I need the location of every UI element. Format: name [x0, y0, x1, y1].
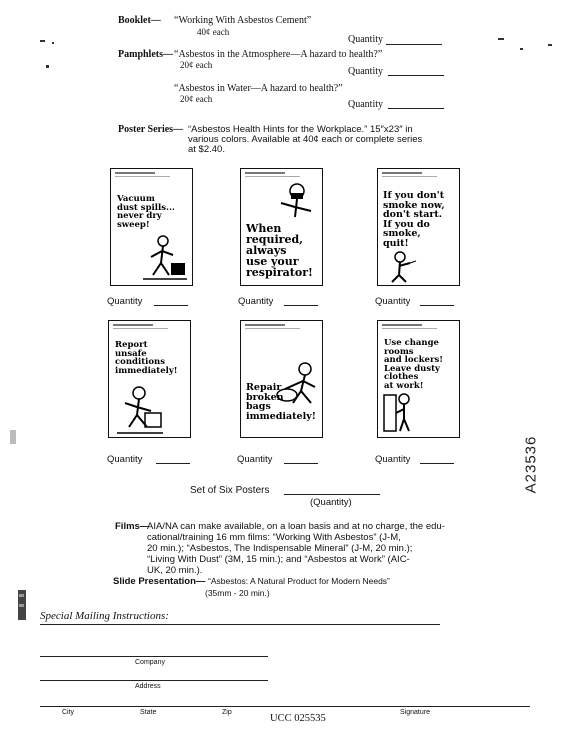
pamphlet-2-price: 20¢ each: [180, 94, 213, 104]
state-label: State: [140, 709, 157, 716]
films-label: Films—: [115, 521, 150, 532]
margin-mark: [16, 588, 30, 624]
worker-locker-illustration: [382, 391, 412, 435]
poster-repair-bags: [240, 320, 323, 438]
poster-2-text: When required, always use your respirator!: [246, 222, 313, 279]
poster-respirator: [240, 168, 323, 286]
films-line-1: AIA/NA can make available, on a loan basis and at no charge, the edu-: [147, 521, 445, 532]
worker-respirator-illustration: [273, 181, 319, 223]
poster-4-quantity-label: Quantity: [107, 454, 143, 465]
mailing-instructions-line[interactable]: [40, 624, 440, 625]
slide-detail: (35mm - 20 min.): [205, 588, 270, 598]
poster-4-text: Report unsafe conditions immediately!: [115, 340, 178, 376]
poster-series-line-1: “Asbestos Health Hints for the Workplace.” 15″x23″ in: [188, 124, 413, 135]
archive-stamp: A23536: [522, 435, 540, 494]
poster-series-label: Poster Series—: [118, 124, 184, 135]
booklet-quantity-label: Quantity: [348, 34, 383, 45]
pamphlet-1-quantity-line[interactable]: [388, 75, 444, 76]
poster-report-unsafe: [108, 320, 191, 438]
poster-vacuum-dust: [110, 168, 193, 286]
pamphlet-1-price: 20¢ each: [180, 60, 213, 70]
poster-series-line-2: various colors. Available at 40¢ each or complete series: [188, 134, 423, 145]
poster-1-text: Vacuum dust spills... never dry sweep!: [117, 194, 175, 230]
booklet-price: 40¢ each: [197, 27, 230, 37]
poster-series-line-3: at $2.40.: [188, 144, 225, 155]
pamphlet-2-quantity-label: Quantity: [348, 99, 383, 110]
scan-speck: [46, 65, 49, 68]
scan-speck: [520, 48, 523, 50]
scan-speck: [548, 44, 552, 46]
films-line-5: UK, 20 min.).: [147, 565, 203, 576]
slide-label: Slide Presentation—: [113, 576, 206, 587]
poster-3-text: If you don't smoke now, don't start. If you do smoke, quit!: [383, 190, 445, 249]
poster-change-rooms: [377, 320, 460, 438]
poster-2-quantity-label: Quantity: [238, 296, 274, 307]
films-line-4: “Living With Dust” (3M, 15 min.); and “Asbestos at Work” (AIC-: [147, 554, 410, 565]
poster-3-quantity-line[interactable]: [420, 305, 454, 306]
set-of-six-quantity-label: (Quantity): [310, 497, 352, 508]
document-id: UCC 025535: [270, 713, 326, 724]
worker-at-desk-illustration: [115, 385, 165, 435]
films-line-2: cational/training 16 mm films: “Working With Asbestos” (J-M,: [147, 532, 401, 543]
pamphlet-2-title: “Asbestos in Water—A hazard to health?”: [174, 83, 343, 94]
signature-label: Signature: [400, 709, 430, 716]
company-label: Company: [135, 659, 165, 666]
worker-vacuum-illustration: [141, 235, 189, 281]
poster-6-quantity-line[interactable]: [420, 463, 454, 464]
address-line[interactable]: [40, 680, 268, 681]
booklet-label: Booklet—: [118, 15, 161, 26]
booklet-title: “Working With Asbestos Cement”: [174, 15, 312, 26]
set-of-six-quantity-line[interactable]: [284, 494, 380, 495]
scan-speck: [498, 38, 504, 40]
pamphlet-2-quantity-line[interactable]: [388, 108, 444, 109]
zip-label: Zip: [222, 709, 232, 716]
poster-1-quantity-label: Quantity: [107, 296, 143, 307]
poster-5-quantity-label: Quantity: [237, 454, 273, 465]
pamphlets-label: Pamphlets—: [118, 49, 173, 60]
set-of-six-label: Set of Six Posters: [190, 485, 270, 496]
smoker-illustration: [384, 251, 418, 283]
poster-5-text: Repair broken bags immediately!: [246, 382, 316, 422]
special-mailing-label: Special Mailing Instructions:: [40, 610, 169, 622]
address-label: Address: [135, 683, 161, 690]
scan-speck: [40, 40, 45, 42]
booklet-quantity-line[interactable]: [386, 44, 442, 45]
poster-6-quantity-label: Quantity: [375, 454, 411, 465]
pamphlet-1-title: “Asbestos in the Atmosphere—A hazard to health?”: [174, 49, 383, 60]
company-line[interactable]: [40, 656, 268, 657]
poster-5-quantity-line[interactable]: [284, 463, 318, 464]
poster-smoking: [377, 168, 460, 286]
scan-speck: [10, 430, 16, 444]
pamphlet-1-quantity-label: Quantity: [348, 66, 383, 77]
slide-title: “Asbestos: A Natural Product for Modern Needs”: [208, 576, 390, 586]
poster-4-quantity-line[interactable]: [156, 463, 190, 464]
poster-2-quantity-line[interactable]: [284, 305, 318, 306]
poster-6-text: Use change rooms and lockers! Leave dusty clothes at work!: [384, 338, 443, 391]
films-line-3: 20 min.); “Asbestos, The Indispensable Mineral” (J-M, 20 min.);: [147, 543, 413, 554]
city-label: City: [62, 709, 75, 716]
scan-speck: [52, 42, 54, 44]
poster-3-quantity-label: Quantity: [375, 296, 411, 307]
city-state-zip-signature-line[interactable]: [40, 706, 530, 707]
poster-1-quantity-line[interactable]: [154, 305, 188, 306]
